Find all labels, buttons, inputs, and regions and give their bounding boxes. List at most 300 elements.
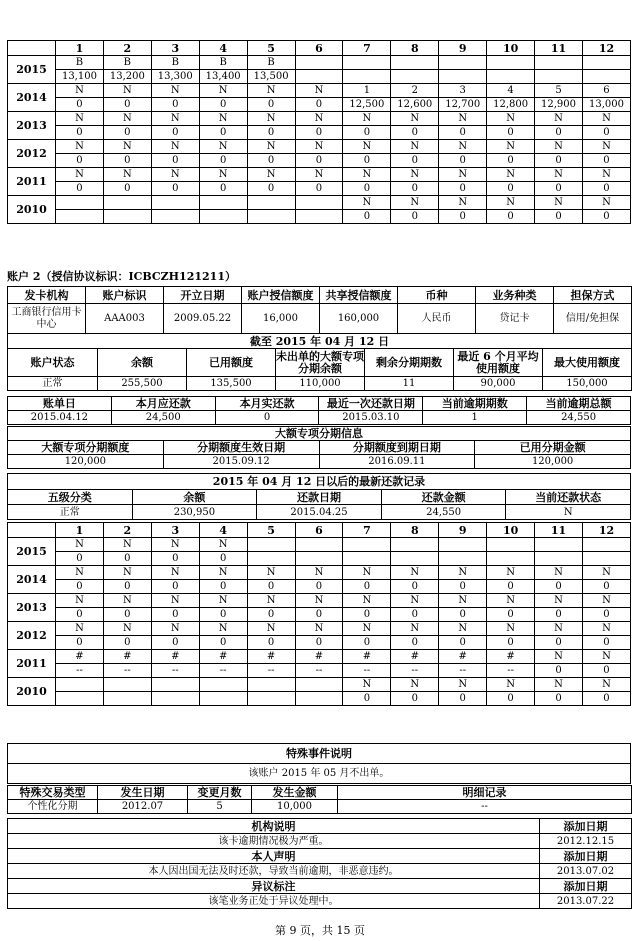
special-event-table [7, 743, 631, 784]
self-note-title: 本人声明 [8, 849, 540, 864]
status-cell: N [199, 112, 247, 126]
guarantee-value: 信用/免担保 [554, 304, 632, 334]
amount-cell: 13,400 [199, 70, 247, 84]
status-cell: N [56, 112, 104, 126]
hdr-bill-date: 账单日 [8, 397, 112, 411]
status-cell: N [199, 594, 247, 608]
due-this-month-value: 24,500 [111, 411, 215, 425]
amount-cell [582, 552, 630, 566]
month-header: 9 [439, 41, 487, 56]
status-cell: N [247, 140, 295, 154]
amount-cell: -- [487, 664, 535, 678]
dispute-note-date-label: 添加日期 [540, 879, 632, 894]
hdr-five-class: 五级分类 [8, 490, 133, 505]
status-cell [103, 196, 151, 210]
amount-cell [295, 692, 343, 706]
year-label: 2015 [8, 56, 56, 84]
status-cell: N [199, 566, 247, 580]
amount-cell: 0 [343, 182, 391, 196]
amount-cell: 0 [103, 126, 151, 140]
amount-cell: 0 [247, 608, 295, 622]
amount-cell: -- [343, 664, 391, 678]
hdr-credit-limit: 账户授信额度 [242, 287, 320, 304]
status-cell [295, 678, 343, 692]
status-cell: N [295, 84, 343, 98]
amount-cell [439, 552, 487, 566]
status-cell: N [151, 84, 199, 98]
avg-usage-value: 90,000 [454, 377, 543, 391]
status-cell [151, 678, 199, 692]
amount-cell: 0 [391, 636, 439, 650]
basic-info-table [7, 286, 632, 334]
status-cell [151, 196, 199, 210]
status-cell: N [343, 196, 391, 210]
status-cell [247, 196, 295, 210]
amount-cell: 0 [582, 580, 630, 594]
year-label: 2014 [8, 566, 56, 594]
status-cell: N [343, 566, 391, 580]
amount-cell: -- [56, 664, 104, 678]
status-cell: N [56, 566, 104, 580]
status-cell: 2 [391, 84, 439, 98]
amount-cell [439, 70, 487, 84]
status-cell: N [439, 140, 487, 154]
status-cell: N [439, 112, 487, 126]
month-header: 10 [487, 523, 535, 538]
hdr-unbilled-installment: 未出单的大额专项分期余额 [276, 349, 364, 375]
amount-cell: 0 [582, 636, 630, 650]
special-event-title: 特殊事件说明 [8, 744, 631, 764]
amount-cell [56, 692, 104, 706]
status-cell: B [199, 56, 247, 70]
status-cell: N [247, 594, 295, 608]
amount-cell: 0 [487, 182, 535, 196]
status-cell [343, 56, 391, 70]
amount-cell: 0 [56, 154, 104, 168]
status-cell: N [103, 168, 151, 182]
amount-cell: 0 [151, 126, 199, 140]
status-cell: N [247, 622, 295, 636]
month-header: 2 [103, 41, 151, 56]
month-header: 7 [343, 523, 391, 538]
amount-cell: 0 [247, 98, 295, 112]
status-cell: B [103, 56, 151, 70]
self-note-date: 2013.07.02 [540, 864, 632, 879]
amount-cell: 0 [151, 154, 199, 168]
amount-cell: 0 [56, 580, 104, 594]
status-cell: 4 [487, 84, 535, 98]
amount-cell: 0 [199, 126, 247, 140]
last-pay-date-value: 2015.03.10 [319, 411, 423, 425]
status-cell: 6 [582, 84, 630, 98]
status-cell [247, 538, 295, 552]
status-cell: N [295, 112, 343, 126]
amount-cell: 0 [295, 608, 343, 622]
amount-cell: 0 [439, 580, 487, 594]
hdr-current-pay-status: 当前还款状态 [506, 490, 631, 505]
amount-cell [199, 692, 247, 706]
amount-cell: 0 [56, 636, 104, 650]
amount-cell: 0 [295, 126, 343, 140]
status-cell [103, 678, 151, 692]
status-cell: # [487, 650, 535, 664]
amount-cell [343, 552, 391, 566]
amount-cell: 0 [343, 126, 391, 140]
special-txn-table [7, 785, 632, 814]
status-cell: N [487, 622, 535, 636]
amount-cell: 0 [343, 636, 391, 650]
status-cell: N [487, 678, 535, 692]
status-cell: # [391, 650, 439, 664]
amount-cell: 0 [247, 154, 295, 168]
hdr-due-this-month: 本月应还款 [111, 397, 215, 411]
status-cell [56, 196, 104, 210]
installment-end-value: 2016.09.11 [319, 455, 475, 469]
amount-cell: 0 [199, 182, 247, 196]
amount-cell: 0 [582, 664, 630, 678]
notes-table [7, 818, 632, 909]
status-cell: N [343, 594, 391, 608]
status-cell: N [151, 140, 199, 154]
installment-start-value: 2015.09.12 [163, 455, 319, 469]
amount-cell: 0 [295, 154, 343, 168]
status-cell: N [391, 168, 439, 182]
hdr-overdue-periods: 当前逾期期数 [423, 397, 527, 411]
used-limit-value: 135,500 [187, 377, 276, 391]
month-header: 11 [535, 41, 583, 56]
amount-cell: -- [151, 664, 199, 678]
hdr-shared-limit: 共享授信额度 [320, 287, 398, 304]
status-cell: N [151, 538, 199, 552]
grid-corner [8, 523, 56, 538]
issuer-value: 工商银行信用卡中心 [8, 304, 86, 334]
amount-cell: 0 [487, 210, 535, 224]
amount-cell: 0 [295, 98, 343, 112]
amount-cell: 0 [391, 692, 439, 706]
installment-limit-value: 120,000 [8, 455, 164, 469]
status-cell [439, 56, 487, 70]
amount-cell: 13,000 [582, 98, 630, 112]
status-cell: N [535, 112, 583, 126]
credit-limit-value: 16,000 [242, 304, 320, 334]
hdr-paid-this-month: 本月实还款 [215, 397, 319, 411]
installment-table [7, 426, 631, 469]
month-header: 12 [582, 41, 630, 56]
status-cell [487, 538, 535, 552]
status-cell: N [582, 112, 630, 126]
amount-cell: -- [103, 664, 151, 678]
status-cell [295, 56, 343, 70]
hdr-avg-usage: 最近 6 个月平均使用额度 [454, 349, 543, 377]
month-header: 11 [535, 523, 583, 538]
year-label: 2010 [8, 678, 56, 706]
amount-cell: 13,300 [151, 70, 199, 84]
amount-cell: 0 [199, 154, 247, 168]
amount-cell: 12,800 [487, 98, 535, 112]
amount-cell: 0 [439, 210, 487, 224]
amount-cell: 0 [487, 608, 535, 622]
month-header: 12 [582, 523, 630, 538]
status-cell: N [56, 84, 104, 98]
status-cell: N [582, 594, 630, 608]
status-cell: N [295, 594, 343, 608]
amount-cell: 0 [343, 608, 391, 622]
status-cell: N [295, 622, 343, 636]
hdr-account-status: 账户状态 [8, 349, 98, 377]
amount-cell: 0 [343, 210, 391, 224]
balance-value: 255,500 [98, 377, 187, 391]
amount-cell: 0 [391, 182, 439, 196]
installment-used-value: 120,000 [475, 455, 631, 469]
paid-this-month-value: 0 [215, 411, 319, 425]
amount-cell: 0 [247, 182, 295, 196]
hdr-guarantee: 担保方式 [554, 287, 632, 304]
five-class-value: 正常 [8, 505, 133, 520]
amount-cell: 0 [535, 636, 583, 650]
status-cell: N [103, 538, 151, 552]
status-cell: N [199, 84, 247, 98]
amount-cell: 0 [199, 580, 247, 594]
amount-cell [487, 70, 535, 84]
status-cell: N [391, 112, 439, 126]
status-cell: N [56, 538, 104, 552]
status-cell [199, 196, 247, 210]
dispute-note-title: 异议标注 [8, 879, 540, 894]
status-cell: N [391, 196, 439, 210]
org-note-title: 机构说明 [8, 819, 540, 834]
special-date-value: 2012.07 [98, 800, 188, 814]
amount-cell: 0 [103, 154, 151, 168]
amount-cell: 0 [439, 182, 487, 196]
status-cell: N [535, 566, 583, 580]
status-cell: N [103, 594, 151, 608]
installment-title: 大额专项分期信息 [8, 427, 631, 441]
amount-cell: 0 [199, 552, 247, 566]
amount-cell: 0 [199, 636, 247, 650]
amount-cell: 13,200 [103, 70, 151, 84]
amount-cell: 0 [535, 664, 583, 678]
amount-cell: 0 [343, 154, 391, 168]
status-cell: N [535, 650, 583, 664]
amount-cell [295, 552, 343, 566]
hdr-issuer: 发卡机构 [8, 287, 86, 304]
amount-cell: 0 [151, 580, 199, 594]
month-header: 8 [391, 41, 439, 56]
status-cell: N [151, 112, 199, 126]
self-note-date-label: 添加日期 [540, 849, 632, 864]
amount-cell [151, 210, 199, 224]
amount-cell: 0 [56, 552, 104, 566]
month-header: 8 [391, 523, 439, 538]
latest-repayment-table [7, 473, 631, 520]
special-amount-value: 10,000 [252, 800, 338, 814]
status-cell: N [295, 168, 343, 182]
amount-cell [391, 552, 439, 566]
hdr-used-limit: 已用额度 [187, 349, 276, 377]
overdue-total-value: 24,550 [527, 411, 631, 425]
amount-cell: 0 [295, 182, 343, 196]
amount-cell: 0 [535, 692, 583, 706]
status-cell: N [247, 84, 295, 98]
amount-cell: 0 [487, 126, 535, 140]
status-cell: N [343, 112, 391, 126]
hdr-installment-used: 已用分期金额 [475, 441, 631, 455]
hdr-special-amount: 发生金额 [252, 786, 338, 800]
amount-cell [343, 70, 391, 84]
amount-cell: 0 [295, 636, 343, 650]
status-cell: N [56, 168, 104, 182]
amount-cell: 0 [582, 126, 630, 140]
amount-cell [103, 210, 151, 224]
status-cell: N [535, 140, 583, 154]
status-cell: N [582, 566, 630, 580]
amount-cell [535, 70, 583, 84]
grid-corner [8, 41, 56, 56]
status-cell: N [582, 622, 630, 636]
hdr-balance: 余额 [98, 349, 187, 377]
status-cell: B [56, 56, 104, 70]
month-header: 3 [151, 523, 199, 538]
amount-cell: -- [247, 664, 295, 678]
hdr-account-id: 账户标识 [86, 287, 164, 304]
status-cell: N [582, 650, 630, 664]
status-cell: # [295, 650, 343, 664]
amount-cell [295, 210, 343, 224]
status-cell: N [487, 140, 535, 154]
month-header: 1 [56, 523, 104, 538]
status-cell: N [199, 538, 247, 552]
account-title: 账户 2（授信协议标识：ICBCZH121211） [7, 270, 236, 283]
status-cell: N [56, 622, 104, 636]
amount-cell: 0 [535, 608, 583, 622]
status-cell: # [199, 650, 247, 664]
status-cell [582, 56, 630, 70]
status-cell: N [103, 112, 151, 126]
amount-cell: 0 [535, 154, 583, 168]
amount-cell: 0 [439, 692, 487, 706]
bill-date-value: 2015.04.12 [8, 411, 112, 425]
status-cell: B [151, 56, 199, 70]
amount-cell: -- [295, 664, 343, 678]
status-cell: N [487, 594, 535, 608]
status-cell: N [535, 622, 583, 636]
amount-cell [535, 552, 583, 566]
amount-cell: 0 [487, 580, 535, 594]
status-cell: N [439, 566, 487, 580]
business-type-value: 贷记卡 [476, 304, 554, 334]
amount-cell: 12,600 [391, 98, 439, 112]
amount-cell: 0 [487, 154, 535, 168]
status-cell: N [535, 594, 583, 608]
status-cell: N [151, 594, 199, 608]
account-id-value: AAA003 [86, 304, 164, 334]
status-cell: N [582, 196, 630, 210]
max-usage-value: 150,000 [543, 377, 632, 391]
hdr-remaining-periods: 剩余分期期数 [365, 349, 454, 377]
year-label: 2012 [8, 140, 56, 168]
amount-cell: 0 [391, 608, 439, 622]
self-note-text: 本人因出国无法及时还款，导致当前逾期，非恶意违约。 [8, 864, 540, 879]
dispute-note-date: 2013.07.22 [540, 894, 632, 909]
amount-cell: 0 [103, 580, 151, 594]
amount-cell: 0 [391, 580, 439, 594]
amount-cell: 0 [535, 126, 583, 140]
hdr-currency: 币种 [398, 287, 476, 304]
amount-cell [103, 692, 151, 706]
top-repayment-grid [7, 40, 631, 224]
status-cell [295, 196, 343, 210]
status-cell: N [151, 566, 199, 580]
status-cell: N [103, 566, 151, 580]
month-header: 5 [247, 41, 295, 56]
hdr-last-pay-date: 最近一次还款日期 [319, 397, 423, 411]
status-cell: N [56, 594, 104, 608]
amount-cell: 0 [582, 182, 630, 196]
history-repayment-grid [7, 522, 631, 706]
status-cell: N [103, 622, 151, 636]
amount-cell: 0 [487, 692, 535, 706]
year-label: 2014 [8, 84, 56, 112]
status-cell: N [439, 196, 487, 210]
amount-cell: 0 [343, 580, 391, 594]
amount-cell [56, 210, 104, 224]
amount-cell: 0 [535, 580, 583, 594]
status-cell [343, 538, 391, 552]
amount-cell: 0 [56, 126, 104, 140]
status-cell: N [535, 168, 583, 182]
amount-cell: 0 [535, 210, 583, 224]
amount-cell [151, 692, 199, 706]
amount-cell: 0 [535, 182, 583, 196]
amount-cell: 0 [343, 692, 391, 706]
amount-cell: 0 [103, 552, 151, 566]
latest-pay-amount-value: 24,550 [381, 505, 506, 520]
year-label: 2011 [8, 650, 56, 678]
amount-cell: 0 [247, 636, 295, 650]
amount-cell: 0 [151, 636, 199, 650]
hdr-open-date: 开立日期 [164, 287, 242, 304]
amount-cell: 0 [103, 182, 151, 196]
status-cell: N [439, 678, 487, 692]
year-label: 2010 [8, 196, 56, 224]
status-cell: N [391, 622, 439, 636]
open-date-value: 2009.05.22 [164, 304, 242, 334]
org-note-text: 该卡逾期情况极为严重。 [8, 834, 540, 849]
status-cell: N [391, 594, 439, 608]
remaining-periods-value: 11 [365, 377, 454, 391]
amount-cell [487, 552, 535, 566]
latest-balance-value: 230,950 [132, 505, 257, 520]
currency-value: 人民币 [398, 304, 476, 334]
year-label: 2015 [8, 538, 56, 566]
amount-cell: 0 [582, 608, 630, 622]
amount-cell: 0 [247, 126, 295, 140]
status-cell: N [343, 140, 391, 154]
year-label: 2011 [8, 168, 56, 196]
month-header: 7 [343, 41, 391, 56]
special-event-text: 该账户 2015 年 05 月不出单。 [8, 764, 631, 784]
status-table [7, 333, 632, 391]
hdr-special-date: 发生日期 [98, 786, 188, 800]
month-header: 9 [439, 523, 487, 538]
amount-cell [247, 210, 295, 224]
as-of-title: 截至 2015 年 04 月 12 日 [8, 334, 632, 349]
month-header: 2 [103, 523, 151, 538]
status-cell: N [199, 140, 247, 154]
account-status-value: 正常 [8, 377, 98, 391]
status-cell [391, 56, 439, 70]
status-cell: N [391, 140, 439, 154]
